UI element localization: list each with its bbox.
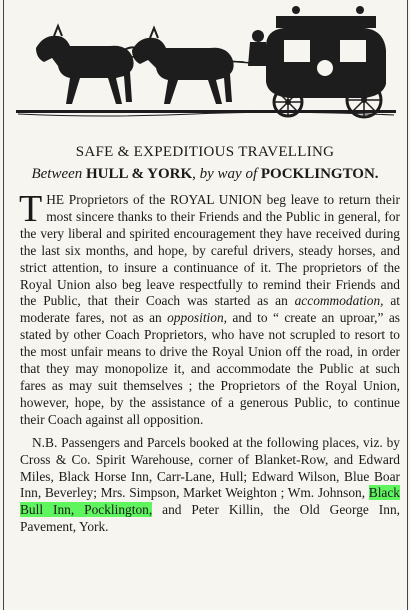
- word-accommodation: accommodation,: [294, 293, 384, 309]
- coach-and-horses-woodcut: [14, 6, 398, 132]
- para1-part4: and to “ create an uproar,” as stated by other Coach Proprietors, who have not scrupled to resort to the most unfair means to drive the Royal Union off the road, in order that they may monopolize it, and accommodate the Public at such fares as may suit themselves ; the Proprietors of the Royal Union, however, hope, by the assistance of a generous Public, to continue their Coach against all opposition.: [20, 310, 400, 427]
- highlighted-text: Black Bull Inn, Pocklington,: [20, 485, 400, 518]
- column-rule-left: [3, 0, 4, 610]
- word-opposition: opposition,: [167, 310, 228, 326]
- subtitle-by-way: , by way of: [192, 166, 261, 182]
- column-rule-right: [407, 0, 408, 610]
- paragraph-nota-bene: [20, 435, 400, 536]
- subtitle-route: HULL & YORK: [86, 166, 193, 182]
- subtitle-between: Between: [31, 166, 87, 182]
- drop-capital: T: [19, 188, 43, 230]
- advert-title: SAFE & EXPEDITIOUS TRAVELLING: [75, 144, 335, 160]
- paragraph-main: [19, 188, 401, 429]
- advert-body: [19, 188, 401, 536]
- para2-part1: N.B. Passengers and Parcels booked at the following places, viz. by Cross & Co. Spirit Warehouse, corner of Blanket-Row, and Edward Miles, Black Horse Inn, Carr-Lane, Hull; Edward Wilson, Blue Boar Inn, Beverley; Mrs. Simpson, Market Weighton ; Wm. Johnson,: [20, 434, 400, 501]
- para2-part2: and Peter Killin, the Old George Inn, Pavement, York.: [20, 502, 400, 535]
- subtitle-via: POCKLINGTON.: [260, 166, 379, 182]
- advert-subtitle: [0, 166, 410, 183]
- para1-part2: beg leave to return their most sincere thanks to their Friends and the Public in general, for the very liberal and spirited encouragement they have received during the last six months, and hope, by careful drivers, steady horses, and strict attention, to insure a continuance of it. The proprietors of the Royal Union also beg leave respectfully to remind their Friends and the Public, that their Coach was started as an: [20, 192, 400, 309]
- royal-union-name: ROYAL UNION: [169, 192, 262, 207]
- para1-part1: HE Proprietors of the: [46, 192, 170, 207]
- para1-part3: at moderate fares, not as an: [20, 293, 401, 326]
